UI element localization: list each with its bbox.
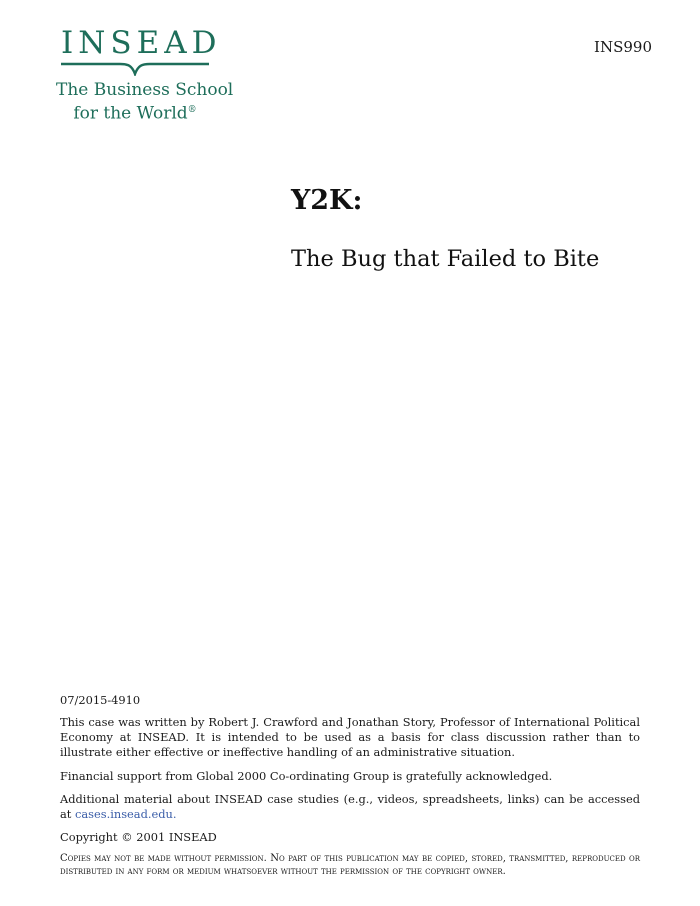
insead-wordmark: INSEAD	[61, 25, 222, 61]
attribution-text: This case was written by Robert J. Crawford and Jonathan Story, Professor of International Political Economy at INSEAD. It is intended to be used as a basis for class discussion rather than to illustrate either effective or ineffective handling of an administrative situation.	[60, 715, 640, 760]
case-title: Y2K:	[291, 185, 363, 216]
additional-material-prefix: Additional material about INSEAD case studies (e.g., videos, spreadsheets, links) can be accessed at	[60, 791, 640, 821]
case-subtitle: The Bug that Failed to Bite	[291, 246, 600, 272]
registered-trademark-symbol: ®	[187, 105, 197, 115]
logo-tagline	[56, 80, 234, 124]
title-block	[291, 187, 599, 272]
reference-number: 07/2015-4910	[60, 693, 141, 707]
document-code: INS990	[594, 38, 652, 56]
logo-brace-icon	[60, 62, 210, 76]
logo-tagline-line1: The Business School	[56, 80, 234, 100]
cases-insead-edu-link[interactable]: cases.insead.edu	[75, 806, 173, 821]
additional-material-suffix: .	[172, 806, 177, 821]
additional-material-text	[60, 792, 640, 822]
footer	[60, 693, 640, 878]
copyright-text: Copyright © 2001 INSEAD	[60, 830, 217, 845]
acknowledgement-text: Financial support from Global 2000 Co-ordinating Group is gratefully acknowledged.	[60, 768, 553, 783]
permission-notice: Copies may not be made without permission. No part of this publication may be copied, stored, transmitted, reproduced or distributed in any form or medium whatsoever without the permission of the copyright owner.	[60, 853, 640, 878]
logo-tagline-line2: for the World®	[73, 103, 197, 124]
insead-logo	[56, 25, 234, 124]
